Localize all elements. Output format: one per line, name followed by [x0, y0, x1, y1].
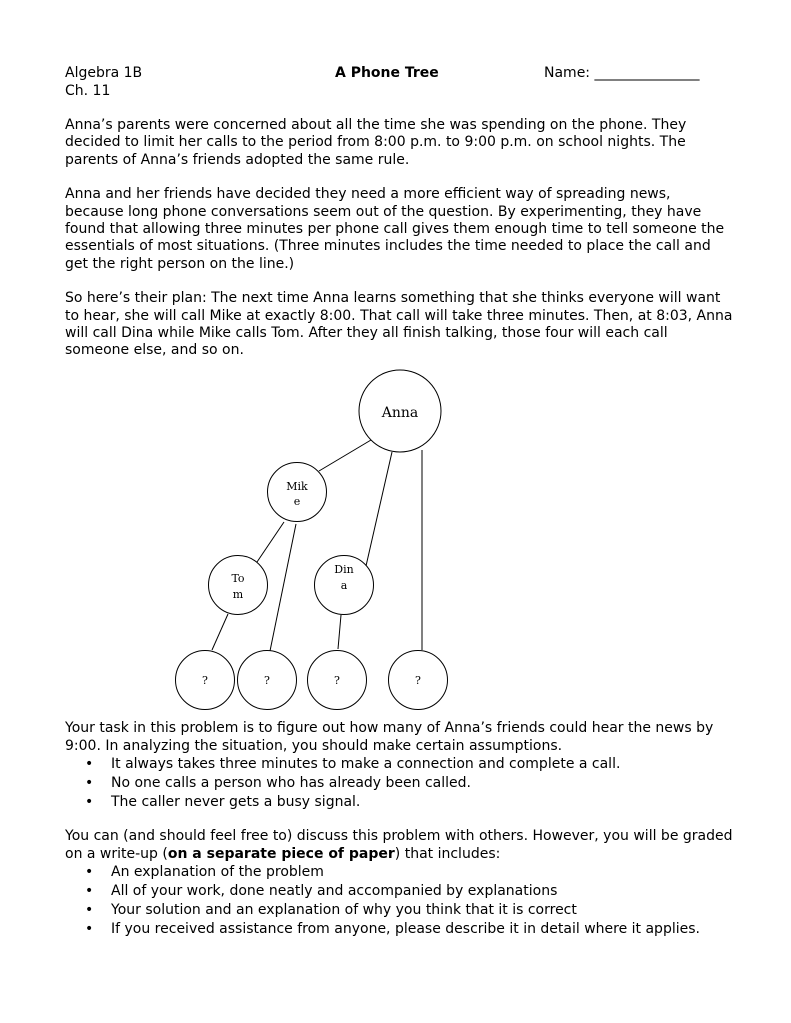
- task-section: [65, 719, 733, 812]
- grading-intro-end: ) that includes:: [394, 846, 501, 862]
- label-unknown-4: ?: [415, 674, 421, 687]
- label-mike-line-1: Mik: [286, 480, 308, 493]
- edge-mike-tom: [257, 522, 284, 562]
- assumption-text: It always takes three minutes to make a connection and complete a call.: [111, 756, 621, 772]
- grading-intro-text: You can (and should feel free to) discuss this problem with others. However, you will be graded on a write-up (: [65, 828, 733, 862]
- bullet: •: [85, 864, 94, 880]
- label-mike-line-2: e: [293, 495, 301, 508]
- paragraph-parents-rule: Anna’s parents were concerned about all the time she was spending on the phone. They decided to limit her calls to the period from 8:00 p.m. to 9:00 p.m. on school nights. The parents of Anna’s friends adopted the same rule.: [65, 117, 687, 168]
- edge-tom-unknown-1: [212, 614, 228, 650]
- assumption-text: The caller never gets a busy signal.: [111, 794, 361, 810]
- assumptions-list: [65, 755, 733, 812]
- writeup-item-text: All of your work, done neatly and accompanied by explanations: [111, 883, 558, 899]
- edge-anna-dina: [366, 452, 392, 566]
- writeup-item-text: If you received assistance from anyone, please describe it in detail where it applies.: [111, 921, 700, 937]
- bullet: •: [85, 775, 94, 791]
- course-info: [65, 64, 142, 100]
- edge-dina-unknown-3: [338, 615, 341, 649]
- grading-intro: [65, 827, 733, 863]
- chapter-label: Ch. 11: [65, 83, 111, 99]
- list-item: [65, 774, 733, 793]
- label-unknown-3: ?: [334, 674, 340, 687]
- label-anna: Anna: [381, 405, 419, 421]
- paragraph-experiment: Anna and her friends have decided they need a more efficient way of spreading news, because long phone conversations seem out of the question. By experimenting, they have found that allowing three minutes per phone call gives them enough time to tell someone the essentials of most situations. (Three minutes includes the time needed to place the call and get the right person on the line.): [65, 186, 725, 272]
- list-item: [65, 901, 733, 920]
- label-tom-line-2: m: [232, 588, 244, 601]
- label-tom-line-1: To: [231, 572, 245, 585]
- paragraph-plan: So here’s their plan: The next time Anna learns something that she thinks everyone will want to hear, she will call Mike at exactly 8:00. That call will take three minutes. Then, at 8:03, Anna will call Dina while Mike calls Tom. After they all finish talking, those four will each call someone else, and so on.: [65, 290, 733, 359]
- bullet: •: [85, 921, 94, 937]
- writeup-item-text: Your solution and an explanation of why you think that it is correct: [111, 902, 577, 918]
- label-dina-line-1: Din: [334, 563, 354, 576]
- list-item: [65, 863, 733, 882]
- edge-mike-unknown-2: [270, 524, 296, 651]
- writeup-item-text: An explanation of the problem: [111, 864, 324, 880]
- worksheet-header: [65, 64, 733, 100]
- list-item: [65, 882, 733, 901]
- list-item: [65, 755, 733, 774]
- grading-section: [65, 827, 733, 939]
- list-item: [65, 793, 733, 812]
- bullet: •: [85, 902, 94, 918]
- list-item: [65, 920, 733, 939]
- edge-anna-mike: [319, 440, 371, 471]
- grading-emphasis: on a separate piece of paper: [167, 846, 395, 862]
- label-unknown-1: ?: [202, 674, 208, 687]
- page-title: A Phone Tree: [335, 65, 439, 81]
- assumption-text: No one calls a person who has already been called.: [111, 775, 471, 791]
- label-dina-line-2: a: [340, 579, 348, 592]
- bullet: •: [85, 883, 94, 899]
- phone-tree-diagram: [0, 363, 791, 713]
- name-field: Name: _______________: [544, 65, 700, 81]
- bullet: •: [85, 794, 94, 810]
- bullet: •: [85, 756, 94, 772]
- writeup-list: [65, 863, 733, 939]
- worksheet-page: [65, 64, 733, 360]
- node-tom: [209, 556, 268, 615]
- task-intro: Your task in this problem is to figure out how many of Anna’s friends could hear the news by 9:00. In analyzing the situation, you should make certain assumptions.: [65, 720, 714, 754]
- course-name: Algebra 1B: [65, 65, 143, 81]
- label-unknown-2: ?: [264, 674, 270, 687]
